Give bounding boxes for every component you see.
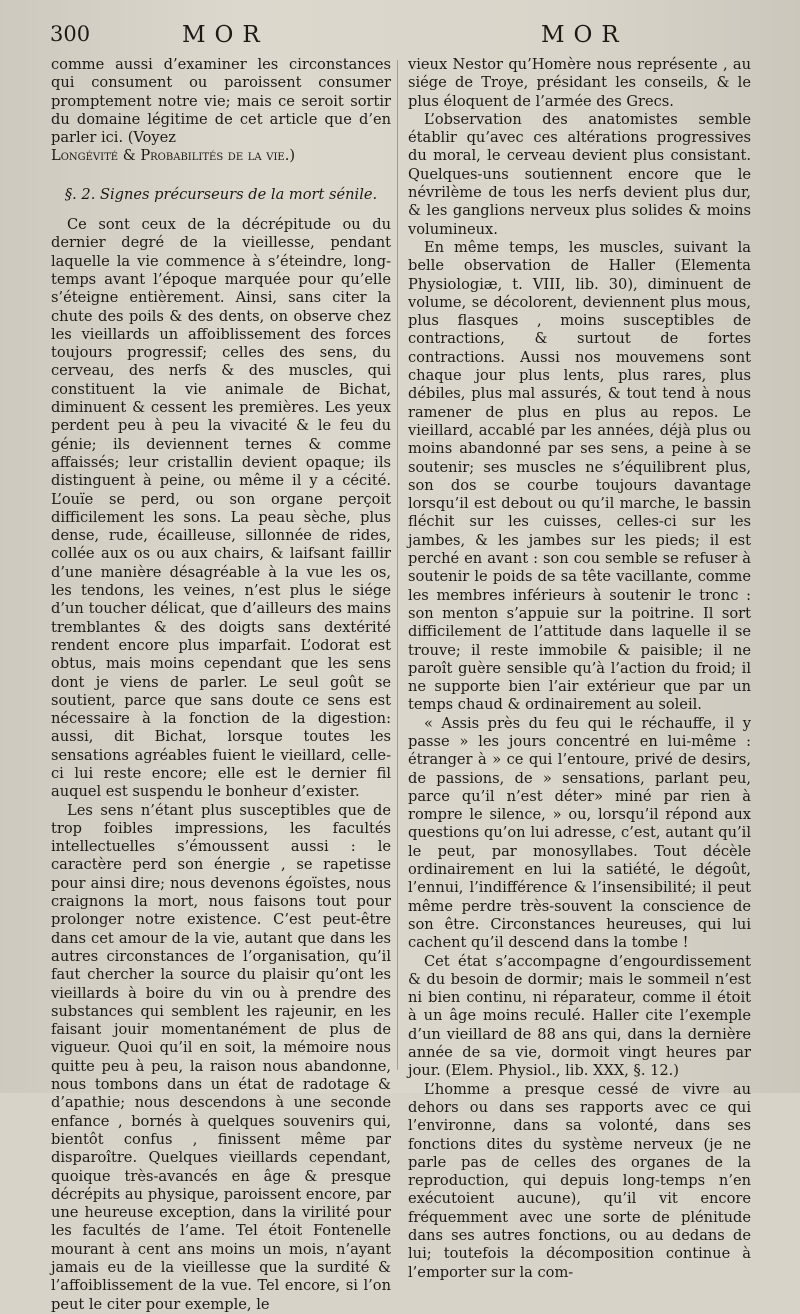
intro-paragraph: comme aussi d’examiner les circonstances qui consument ou paroissent consumer promptement notre vie; mais ce seroit sortir du domaine légitime de cet article que d’en parler ici. (Voyez — [51, 56, 391, 147]
paragraph: vieux Nestor qu’Homère nous représente , au siége de Troye, présidant les conseils, & le plus éloquent de l’armée des Grecs. — [408, 56, 751, 110]
section-number: §. 2. — [64, 185, 96, 203]
section-title: Signes précurseurs de la mort sénile. — [99, 185, 378, 203]
running-head-left: MOR — [182, 22, 269, 48]
reference-text: Longévité & Probabilités de la vie.) — [51, 147, 296, 165]
quote-paragraph: « Assis près du feu qui le réchauffe, il y passe » les jours concentré en lui-même : étranger à » ce qui l’entoure, privé de desirs, de passions, de » sensations, parlant peu, parce qu’il n’est déter» miné par rien à rompre le silence, » ou, lorsqu’il répond aux questions qu’on lui adresse, c’est, autant qu’il le peut, par monosyllabes. Tout décèle ordinairement en lui la satiété, le dégoût, l’ennui, l’indifférence & l’insensibilité; il peut même perdre très-souvent la conscience de son être. Circonstances heureuses, qui lui cachent qu’il descend dans la tombe ! — [408, 714, 751, 952]
paragraph: L’observation des anatomistes semble établir qu’avec ces altérations progressives du moral, le cerveau devient plus consistant. Quelques-uns soutiennent encore que le névrilème de tous les nerfs devient plus dur, & les ganglions nerveux plus solides & moins volumineux. — [408, 110, 751, 238]
running-head-right: MOR — [541, 22, 628, 48]
page-number: 300 — [50, 22, 91, 46]
right-column — [408, 56, 751, 1282]
paragraph: Les sens n’étant plus susceptibles que de trop foibles impressions, les facultés intellectuelles s’émoussent aussi : le caractère perd son énergie , se rapetisse pour ainsi dire; nous devenons égoïstes, nous craignons la mort, nous faisons tout pour prolonger notre existence. C’est peut-être dans cet amour de la vie, autant que dans les autres circonstances de l’organisation, qu’il faut chercher la source du plaisir qu’ont les vieillards à boire du vin ou à prendre des substances qui semblent les rajeunir, en les faisant jouir momentanément de plus de vigueur. Quoi qu’il en soit, la mémoire nous quitte peu à peu, la raison nous abandonne, nous tombons dans un état de radotage & d’apathie; nous descendons à une seconde enfance , bornés à quelques souvenirs qui, bientôt confus , finissent même par disparoître. Quelques vieillards cependant, quoique très-avancés en âge & presque décrépits au physique, paroissent encore, par une heureuse exception, dans la virilité pour les facultés de l’ame. Tel étoit Fontenelle mourant à cent ans moins un mois, n’ayant jamais eu de la vieillesse que la surdité & l’affoiblissement de la vue. Tel encore, si l’on peut le citer pour exemple, le — [51, 801, 391, 1313]
paragraph: En même temps, les muscles, suivant la belle observation de Haller (Elementa Physiologiæ, t. VIII, lib. 30), diminuent de volume, se décolorent, deviennent plus mous, plus flasques , moins susceptibles de contractions, & surtout de fortes contractions. Aussi nos mouvemens sont chaque jour plus lents, plus rares, plus débiles, plus mal assurés, & tout tend à nous ramener de plus en plus au repos. Le vieillard, accablé par les années, déjà plus ou moins abandonné par ses sens, a peine à se soutenir; ses muscles ne s’équilibrent plus, son dos se courbe toujours davantage lorsqu’il est debout ou qu’il marche, le bassin fléchit sur les cuisses, celles-ci sur les jambes, & les jambes sur les pieds; il est perché en avant : son cou semble se refuser à soutenir le poids de sa tête vacillante, comme les membres inférieurs à soutenir le tronc : son menton s’appuie sur la poitrine. Il sort difficilement de l’attitude dans laquelle il se trouve; il reste immobile & paisible; il ne paroît guère sensible qu’à l’action du froid; il ne supporte bien l’air extérieur que par un temps chaud & ordinairement au soleil. — [408, 238, 751, 714]
intro-reference — [51, 147, 391, 165]
paragraph: Cet état s’accompagne d’engourdissement & du besoin de dormir; mais le sommeil n’est ni bien continu, ni réparateur, comme il étoit à un âge moins reculé. Haller cite l’exemple d’un vieillard de 88 ans qui, dans la dernière année de sa vie, dormoit vingt heures par jour. (Elem. Physiol., lib. XXX, §. 12.) — [408, 952, 751, 1080]
left-column — [51, 56, 391, 1314]
paragraph: L’homme a presque cessé de vivre au dehors ou dans ses rapports avec ce qui l’environne, dans sa volonté, dans ses fonctions dites du système nerveux (je ne parle pas de celles des organes de la reproduction, qui depuis long-temps n’en exécutoient aucune), qu’il vit encore fréquemment avec une sorte de plénitude dans ses autres fonctions, ou au dedans de lui; toutefois la décomposition continue à l’emporter sur la com- — [408, 1080, 751, 1281]
page-header — [0, 22, 800, 52]
section-heading — [51, 186, 391, 204]
paragraph: Ce sont ceux de la décrépitude ou du dernier degré de la vieillesse, pendant laquelle la vie commence à s’éteindre, long-temps avant l’époque marquée pour qu’elle s’éteigne entièrement. Ainsi, sans citer la chute des poils & des dents, on observe chez les vieillards un affoiblissement des forces toujours progressif; celles des sens, du cerveau, des nerfs & des muscles, qui constituent la vie animale de Bichat, diminuent & cessent les premières. Les yeux perdent peu à peu la vivacité & le feu du génie; ils deviennent ternes & comme affaissés; leur cristallin devient opaque; ils distinguent à peine, ou même il y a cécité. L’ouïe se perd, ou son organe perçoit difficilement les sons. La peau sèche, plus dense, rude, écailleuse, sillonnée de rides, collée aux os ou aux chairs, & laifsant faillir d’une manière désagréable à la vue les os, les tendons, les veines, n’est plus le siége d’un toucher délicat, que d’ailleurs des mains tremblantes & des doigts sans dextérité rendent encore plus imparfait. L’odorat est obtus, mais moins cependant que les sens dont je viens de parler. Le seul goût se soutient, parce que sans doute ce sens est nécessaire à la fonction de la digestion: aussi, dit Bichat, lorsque toutes les sensations agréables fuient le vieillard, celle-ci lui reste encore; elle est le dernier fil auquel est suspendu le bonheur d’exister. — [51, 216, 391, 801]
column-divider — [397, 60, 398, 1070]
